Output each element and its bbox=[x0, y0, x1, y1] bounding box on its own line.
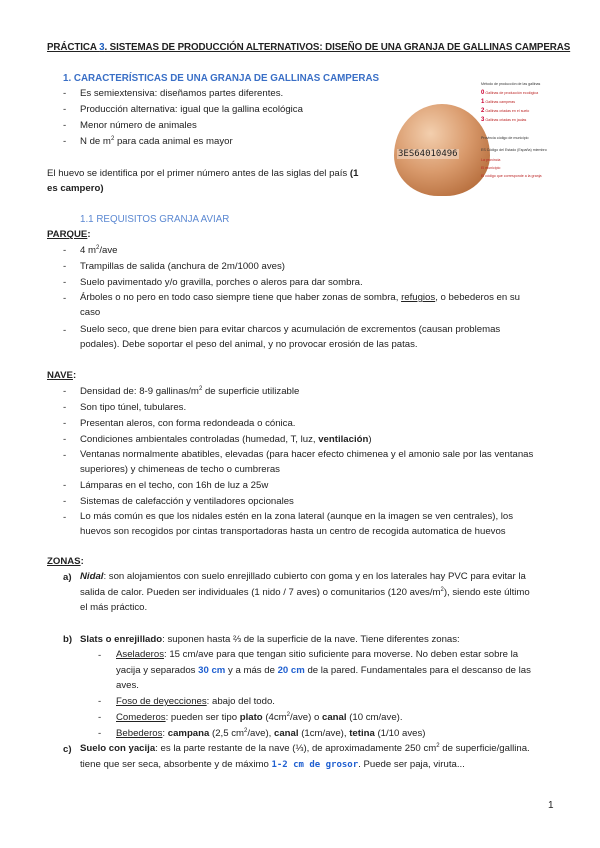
list-item: Ventanas normalmente abatibles, elevadas (para hacer efecto chimenea y el amonio sale por las ventanas bbox=[80, 449, 534, 460]
colon: : bbox=[80, 556, 84, 567]
text: de superficie utilizable bbox=[202, 386, 300, 397]
list-marker-b: b) bbox=[63, 634, 73, 645]
underlined-text: Aseladeros bbox=[116, 649, 164, 660]
zona-nidal-line2 bbox=[80, 587, 530, 599]
egg-label bbox=[481, 82, 540, 86]
label-text: Gallinas criadas en el suelo bbox=[484, 109, 530, 113]
superscript: 2 bbox=[198, 385, 203, 392]
section-label: NAVE bbox=[47, 370, 73, 381]
text: Árboles o no pero en todo caso siempre tiene que haber zonas de sombra, bbox=[80, 292, 402, 303]
list-item-continuation: huevos son recogidos por cintas transportadoras hasta un centro de recogida automatica de huevos bbox=[80, 526, 506, 537]
bullet-dash: - bbox=[63, 418, 67, 429]
list-item bbox=[80, 291, 557, 305]
list-item bbox=[80, 386, 299, 398]
bullet-dash: - bbox=[63, 496, 67, 507]
highlight-value: 30 cm bbox=[198, 665, 226, 676]
parque-heading bbox=[47, 229, 91, 241]
text: , o bebederos en su bbox=[435, 292, 521, 303]
text: (1cm/ave), bbox=[298, 728, 350, 739]
page-title bbox=[47, 42, 571, 53]
list-item: Suelo pavimentado y/o gravilla, porches o aleros para dar sombra. bbox=[80, 277, 363, 288]
label-digit: 3 bbox=[481, 117, 485, 123]
egg-label bbox=[481, 166, 500, 170]
text: : suponen hasta ⅔ de la superficie de la nave. Tiene diferentes zonas: bbox=[162, 634, 460, 645]
text: : 15 cm/ave para que tengan sitio suficiente para moverse. No deben estar sobre la bbox=[164, 649, 519, 660]
text: ), siendo este último bbox=[443, 587, 530, 598]
list-item-continuation: caso bbox=[80, 307, 101, 318]
list-item bbox=[80, 434, 372, 446]
text: yacija y separados bbox=[116, 665, 199, 676]
bold-text: Suelo con yacija bbox=[80, 743, 156, 754]
label-text: Gallinas criadas en jaulas bbox=[484, 118, 527, 122]
list-item bbox=[80, 136, 233, 148]
sub-item-comederos bbox=[116, 712, 403, 724]
text: El huevo se identifica por el primer número antes de las siglas del país bbox=[47, 168, 350, 179]
list-item: Presentan aleros, con forma redondeada o cónica. bbox=[80, 418, 296, 429]
egg-label bbox=[481, 108, 529, 114]
title-number: 3 bbox=[99, 42, 105, 53]
bullet-dash: - bbox=[63, 386, 67, 397]
title-rest: . SISTEMAS DE PRODUCCIÓN ALTERNATIVOS: DISEÑO DE UNA GRANJA DE GALLINAS CAMPERAS bbox=[104, 42, 571, 53]
egg-identification-text bbox=[47, 168, 358, 180]
text: (4cm bbox=[262, 712, 287, 723]
bold-text: tetina bbox=[349, 728, 375, 739]
page-number: 1 bbox=[548, 800, 554, 811]
highlight-value: 1-2 cm de grosor bbox=[271, 760, 359, 770]
text: ) bbox=[368, 434, 372, 445]
bullet-dash: - bbox=[63, 450, 67, 461]
bullet-dash: - bbox=[63, 245, 67, 256]
superscript: 2 bbox=[286, 711, 290, 718]
sub-item-foso bbox=[116, 696, 275, 708]
egg-code: 3ES64010496 bbox=[398, 149, 458, 159]
list-marker-a: a) bbox=[63, 572, 72, 583]
nave-heading bbox=[47, 370, 76, 382]
highlight-value: 20 cm bbox=[277, 665, 305, 676]
bold-text: plato bbox=[239, 712, 263, 723]
label-text: Método de producción de las gallinas bbox=[481, 82, 541, 86]
text: 4 m bbox=[80, 245, 96, 256]
underlined-text: Bebederos bbox=[116, 728, 163, 739]
list-item: Producción alternativa: igual que la gallina ecológica bbox=[80, 104, 303, 115]
label-text: El municipio bbox=[481, 166, 501, 170]
text: Condiciones ambientales controladas (humedad, T, luz, bbox=[80, 434, 319, 445]
text: de superficie/gallina. bbox=[439, 743, 530, 754]
zona-yacija bbox=[80, 742, 557, 756]
bold-text: canal bbox=[321, 712, 347, 723]
bold-text: Slats o enrejillado bbox=[80, 634, 163, 645]
text: y a más de bbox=[225, 665, 278, 676]
bullet-dash: - bbox=[63, 277, 67, 288]
bullet-dash: - bbox=[98, 696, 102, 707]
sub-item-continuation bbox=[116, 665, 531, 677]
list-marker-c: c) bbox=[63, 744, 72, 755]
egg-label bbox=[481, 90, 538, 96]
label-text: El código que corresponde a la granja bbox=[481, 174, 542, 178]
text: /ave), bbox=[247, 728, 275, 739]
superscript: 2 bbox=[436, 742, 440, 749]
bold-text: campana bbox=[167, 728, 210, 739]
egg-label bbox=[481, 99, 515, 105]
underlined-text: Foso de deyecciones bbox=[116, 696, 207, 707]
label-digit: 1 bbox=[481, 99, 485, 105]
list-item: Trampillas de salida (anchura de 2m/1000 aves) bbox=[80, 261, 285, 272]
bullet-dash: - bbox=[63, 325, 67, 336]
text: tiene que ser seca, absorbente y de máximo bbox=[80, 759, 272, 770]
list-item: Lo más común es que los nidales estén en la zona lateral (aunque en la imagen se ven centrales), los bbox=[80, 511, 514, 522]
colon: : bbox=[72, 370, 77, 381]
list-item bbox=[80, 245, 117, 257]
superscript: 2 bbox=[96, 244, 100, 251]
zona-nidal-line3: el más práctico. bbox=[80, 602, 148, 613]
list-item: Menor número de animales bbox=[80, 120, 197, 131]
label-text: ES Código del Estado (España) miembro bbox=[481, 148, 547, 152]
zona-nidal bbox=[80, 570, 557, 584]
label-text: Gallinas de producción ecológica bbox=[484, 91, 539, 95]
text: /ave) o bbox=[289, 712, 322, 723]
bullet-dash: - bbox=[98, 650, 102, 661]
text: : abajo del todo. bbox=[206, 696, 275, 707]
bold-text: Nidal bbox=[80, 571, 104, 582]
bold-text: canal bbox=[274, 728, 299, 739]
bold-text: ventilación bbox=[318, 434, 369, 445]
egg-identification-text-2: es campero) bbox=[47, 183, 104, 194]
underlined-text: refugios bbox=[401, 292, 436, 303]
text: /ave bbox=[99, 245, 118, 256]
zonas-heading bbox=[47, 556, 84, 568]
bullet-dash: - bbox=[63, 104, 67, 115]
text: : pueden ser tipo bbox=[165, 712, 240, 723]
label-digit: 0 bbox=[481, 90, 485, 96]
superscript: 2 bbox=[244, 727, 248, 734]
section-label: ZONAS bbox=[47, 556, 81, 567]
text: de la pared. Fundamentales para el descanso de las bbox=[304, 665, 531, 676]
bullet-dash: - bbox=[63, 402, 67, 413]
text: (1/10 aves) bbox=[374, 728, 426, 739]
egg-label bbox=[481, 158, 500, 162]
list-item: Sistemas de calefacción y ventiladores opcionales bbox=[80, 496, 294, 507]
superscript: 2 bbox=[110, 135, 115, 142]
egg-code-figure bbox=[388, 78, 573, 198]
bullet-dash: - bbox=[63, 88, 67, 99]
text: (10 cm/ave). bbox=[346, 712, 403, 723]
sub-item-continuation: aves. bbox=[116, 680, 139, 691]
bullet-dash: - bbox=[63, 136, 67, 147]
list-item: Son tipo túnel, tubulares. bbox=[80, 402, 187, 413]
bullet-dash: - bbox=[63, 293, 67, 304]
sub-item-aseladeros bbox=[116, 648, 557, 662]
bullet-dash: - bbox=[98, 712, 102, 723]
list-item: Suelo seco, que drene bien para evitar charcos y acumulación de excrementos (causan problemas bbox=[80, 324, 501, 335]
bullet-dash: - bbox=[98, 728, 102, 739]
text: Densidad de: 8-9 gallinas/m bbox=[80, 386, 199, 397]
superscript: 2 bbox=[440, 586, 444, 593]
text: : son alojamientos con suelo enrejillado cubierto con goma y en los laterales hay PVC para evitar la bbox=[103, 571, 526, 582]
list-item-continuation: podales). Debe soportar el peso del animal, y no provocar erosión de las patas. bbox=[80, 339, 418, 350]
underlined-text: Comederos bbox=[116, 712, 166, 723]
zona-slats bbox=[80, 634, 460, 646]
label-text: Gallinas camperas bbox=[484, 100, 516, 104]
colon: : bbox=[87, 229, 91, 240]
bold-text: (1 bbox=[349, 168, 359, 179]
title-prefix: PRÁCTICA bbox=[47, 42, 100, 53]
list-item: Es semiextensiva: diseñamos partes diferentes. bbox=[80, 88, 284, 99]
text: N de m bbox=[80, 136, 111, 147]
sub-item-bebederos bbox=[116, 728, 425, 740]
egg-label bbox=[481, 174, 542, 178]
text: . Puede ser paja, viruta... bbox=[358, 759, 465, 770]
section-label: PARQUE bbox=[47, 229, 88, 240]
text: (2,5 cm bbox=[209, 728, 244, 739]
bullet-dash: - bbox=[63, 261, 67, 272]
subsection-heading: 1.1 REQUISITOS GRANJA AVIAR bbox=[80, 214, 230, 225]
text: salida de calor. Pueden ser individuales (1 nido / 7 aves) o comunitarios (120 aves/m bbox=[80, 587, 441, 598]
list-item-continuation: superiores) y chimeneas de techo o cumbreras bbox=[80, 464, 280, 475]
text: : es la parte restante de la nave (⅓), de aproximadamente 250 cm bbox=[155, 743, 437, 754]
egg-label bbox=[481, 117, 526, 123]
egg-label bbox=[481, 136, 529, 140]
bullet-dash: - bbox=[63, 480, 67, 491]
label-digit: 2 bbox=[481, 108, 485, 114]
bullet-dash: - bbox=[63, 120, 67, 131]
egg-label bbox=[481, 148, 547, 152]
section-1-heading: 1. CARACTERÍSTICAS DE UNA GRANJA DE GALLINAS CAMPERAS bbox=[63, 73, 380, 84]
text: : bbox=[162, 728, 168, 739]
zona-yacija-line2 bbox=[80, 759, 465, 771]
bullet-dash: - bbox=[63, 512, 67, 523]
label-text: Provincia código de municipio bbox=[481, 136, 529, 140]
label-text: La provincia bbox=[481, 158, 501, 162]
bullet-dash: - bbox=[63, 434, 67, 445]
text: para cada animal es mayor bbox=[114, 136, 233, 147]
list-item: Lámparas en el techo, con 16h de luz a 25w bbox=[80, 480, 269, 491]
